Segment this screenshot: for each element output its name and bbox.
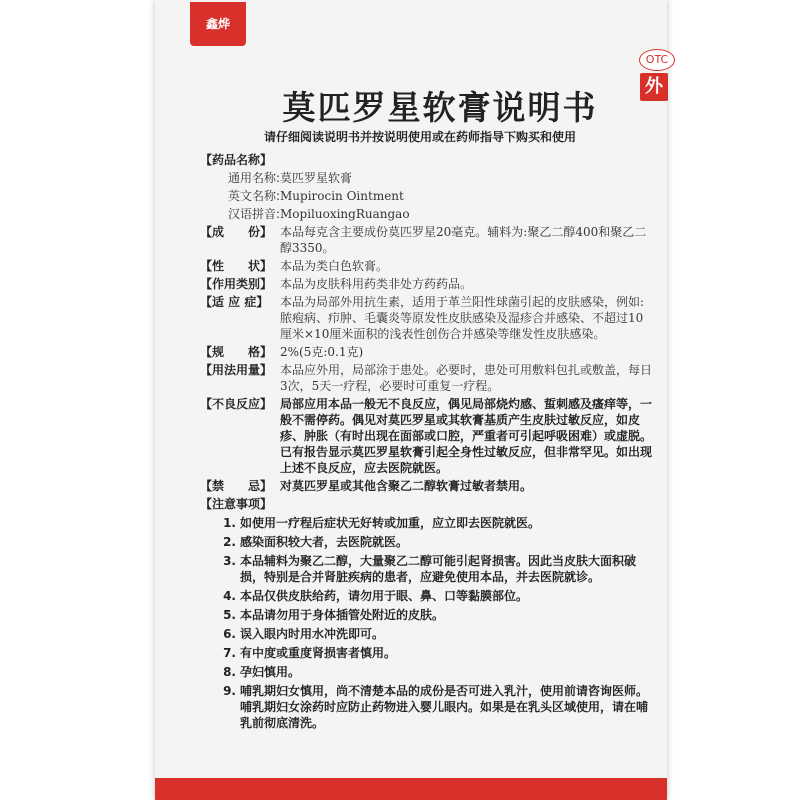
item-text: 孕妇慎用。 xyxy=(240,665,301,679)
item-number: 8. xyxy=(223,665,236,679)
bottom-red-band xyxy=(155,778,667,800)
dosage-section xyxy=(200,362,655,394)
section-label: 【性 状】 xyxy=(200,259,273,273)
section-value: 本品为皮肤科用药类非处方药药品。 xyxy=(280,277,473,291)
page-subtitle: 请仔细阅读说明书并按说明使用或在药师指导下购买和使用 xyxy=(263,130,576,144)
section-value: 本品每克含主要成份莫匹罗星20毫克。辅料为:聚乙二醇400和聚乙二醇3350。 xyxy=(280,225,647,255)
precaution-item xyxy=(200,588,655,604)
item-text: 如使用一疗程后症状无好转或加重，应立即去医院就医。 xyxy=(240,516,541,530)
item-number: 2. xyxy=(223,535,236,549)
precaution-item xyxy=(200,553,655,585)
item-number: 4. xyxy=(223,589,236,603)
item-text: 感染面积较大者，去医院就医。 xyxy=(240,535,409,549)
indications-section xyxy=(200,294,655,342)
ingredients-section xyxy=(200,224,655,256)
field-label: 通用名称: xyxy=(227,171,280,185)
category-section xyxy=(200,276,655,292)
item-text: 本品仅供皮肤给药，请勿用于眼、鼻、口等黏膜部位。 xyxy=(240,589,529,603)
section-value: 本品为类白色软膏。 xyxy=(280,259,389,273)
adverse-reactions-section xyxy=(200,396,655,476)
item-text: 误入眼内时用水冲洗即可。 xyxy=(240,627,385,641)
item-number: 6. xyxy=(223,627,236,641)
appearance-section xyxy=(200,258,655,274)
section-value: 局部应用本品一般无不良反应，偶见局部烧灼感、蜇刺感及瘙痒等，一般不需停药。偶见对莫匹罗星或其软膏基质产生皮肤过敏反应，如皮疹、肿胀（有时出现在面部或口腔，严重者可引起呼吸困难）或虚脱。已有报告显示莫匹罗星软膏引起全身性过敏反应，但非常罕见。如出现上述不良反应，应去医院就医。 xyxy=(280,397,653,475)
precautions-header: 【注意事项】 xyxy=(200,497,273,511)
brand-logo: 鑫烨 xyxy=(190,2,246,46)
item-number: 9. xyxy=(223,684,236,698)
section-label: 【适 应 症】 xyxy=(200,295,269,309)
section-label: 【成 份】 xyxy=(200,225,273,239)
section-label: 【规 格】 xyxy=(200,345,273,359)
item-number: 3. xyxy=(223,554,236,568)
section-value: 本品为局部外用抗生素，适用于革兰阳性球菌引起的皮肤感染，例如:脓疱病、疖肿、毛囊炎等原发性皮肤感染及湿疹合并感染、不超过10厘米×10厘米面积的浅表性创伤合并感染等继发性皮肤感染。 xyxy=(280,295,645,341)
precaution-item xyxy=(200,534,655,550)
item-text: 哺乳期妇女慎用，尚不清楚本品的成份是否可进入乳汁，使用前请咨询医师。哺乳期妇女涂药时应防止药物进入婴儿眼内。如果是在乳头区域使用，请在哺乳前彻底清洗。 xyxy=(240,684,649,730)
field-value: MopiluoxingRuangao xyxy=(280,207,410,221)
section-label: 【用法用量】 xyxy=(200,363,273,377)
specification-section xyxy=(200,344,655,360)
section-label: 【药品名称】 xyxy=(200,153,273,167)
precaution-item xyxy=(200,515,655,531)
leaflet-content xyxy=(200,152,655,731)
section-label: 【不良反应】 xyxy=(200,397,273,411)
precaution-item xyxy=(200,607,655,623)
item-number: 7. xyxy=(223,646,236,660)
item-number: 1. xyxy=(223,516,236,530)
section-value: 2%(5克:0.1克) xyxy=(280,345,364,359)
item-number: 5. xyxy=(223,608,236,622)
section-value: 对莫匹罗星或其他含聚乙二醇软膏过敏者禁用。 xyxy=(280,479,533,493)
item-text: 本品辅料为聚乙二醇，大量聚乙二醇可能引起肾损害。因此当皮肤大面积破损，特别是合并肾脏疾病的患者，应避免使用本品，并去医院就诊。 xyxy=(240,554,637,584)
pinyin-name-row xyxy=(200,206,655,222)
field-value: Mupirocin Ointment xyxy=(280,189,404,203)
external-use-badge: 外 xyxy=(640,73,668,101)
section-value: 本品应外用，局部涂于患处。必要时，患处可用敷料包扎或敷盖，每日3次，5天一疗程，必要时可重复一疗程。 xyxy=(280,363,653,393)
precaution-item xyxy=(200,626,655,642)
precaution-item xyxy=(200,683,655,731)
otc-badge: OTC xyxy=(639,49,675,71)
section-label: 【作用类别】 xyxy=(200,277,273,291)
generic-name-row xyxy=(200,170,655,186)
section-label: 【禁 忌】 xyxy=(200,479,273,493)
item-text: 本品请勿用于身体插管处附近的皮肤。 xyxy=(240,608,445,622)
field-label: 汉语拼音: xyxy=(227,207,280,221)
precaution-item xyxy=(200,645,655,661)
leaflet-sheet xyxy=(155,0,667,800)
field-value: 莫匹罗星软膏 xyxy=(280,171,353,185)
english-name-row xyxy=(200,188,655,204)
page-title: 莫匹罗星软膏说明书 xyxy=(282,88,598,127)
precaution-item xyxy=(200,664,655,680)
drug-name-header xyxy=(200,152,655,168)
field-label: 英文名称: xyxy=(227,189,280,203)
item-text: 有中度或重度肾损害者慎用。 xyxy=(240,646,397,660)
contraindications-section xyxy=(200,478,655,494)
